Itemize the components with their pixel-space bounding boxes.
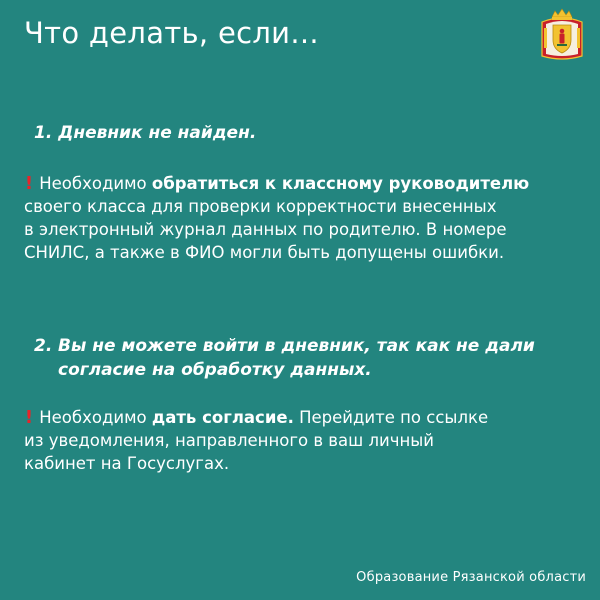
section-2-emphasis: дать согласие. (151, 408, 294, 427)
section-1-paragraph (24, 172, 584, 264)
section-2-number: 2. (34, 336, 53, 356)
section-2-paragraph (24, 406, 584, 475)
section-1-emphasis: обратиться к классному руководителю (151, 174, 530, 193)
section-1-line-3: в электронный журнал данных по родителю. В номере (24, 220, 507, 239)
section-2-heading-line-1: Вы не можете войти в дневник, так как не дали (58, 336, 535, 356)
section-2-heading (34, 334, 574, 382)
section-1-line-4: СНИЛС, а также в ФИО могли быть допущены ошибки. (24, 243, 505, 262)
section-1-heading: 1. Дневник не найден. (34, 123, 257, 143)
section-2-line-2: из уведомления, направленного в ваш личный (24, 431, 435, 450)
section-2-heading-line-2: согласие на обработку данных. (58, 360, 372, 380)
exclamation-icon: ! (24, 173, 34, 194)
footer-caption: Образование Рязанской области (356, 570, 586, 585)
ryazan-coat-of-arms-icon (538, 8, 586, 62)
section-2-line-3: кабинет на Госуслугах. (24, 454, 230, 473)
section-2-tail: Перейдите по ссылке (299, 408, 489, 427)
section-1-lead: Необходимо (39, 174, 147, 193)
section-1-line-2: своего класса для проверки корректности внесенных (24, 197, 497, 216)
exclamation-icon: ! (24, 407, 34, 428)
section-2-lead: Необходимо (39, 408, 147, 427)
page-title: Что делать, если... (24, 16, 319, 50)
